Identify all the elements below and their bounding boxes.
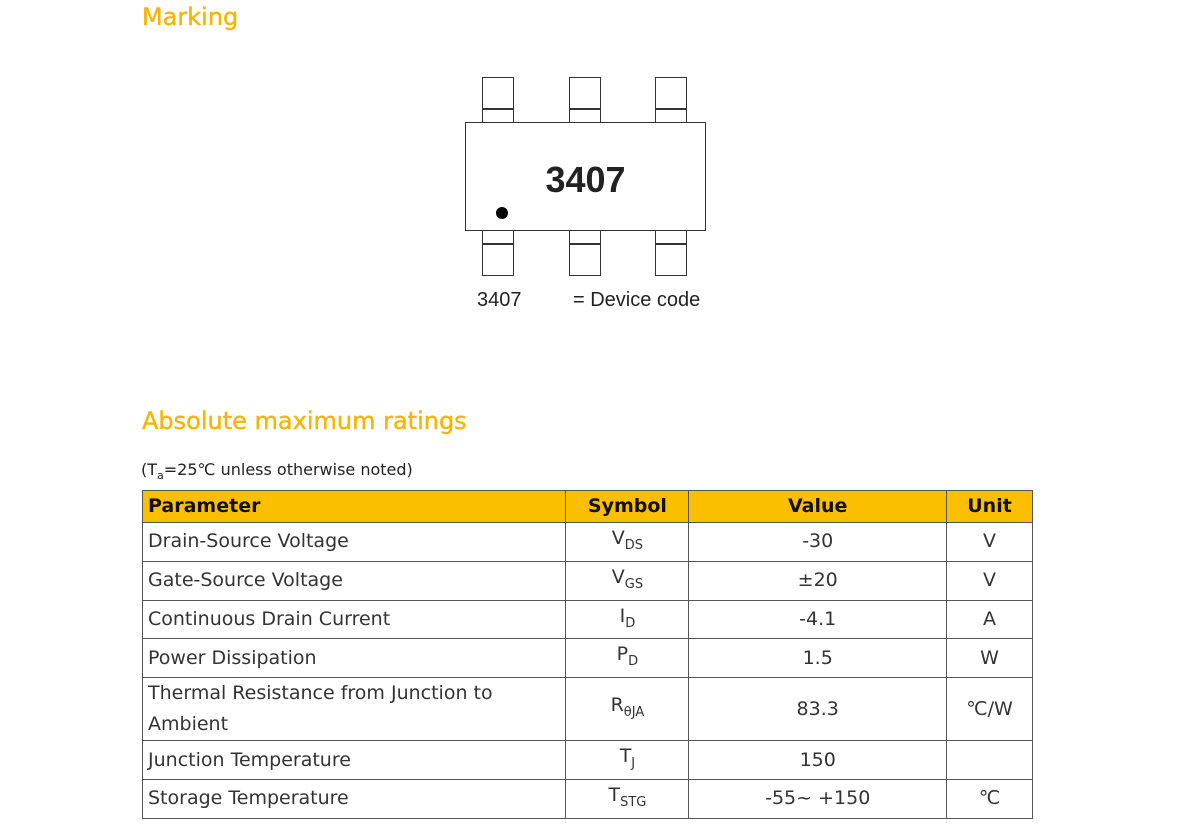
pin1-indicator-dot — [496, 207, 508, 219]
cell-value: ±20 — [689, 561, 947, 600]
cell-symbol: $T_{STG}$ — [566, 779, 689, 818]
table-header-row — [143, 491, 1033, 523]
note-subscript: a — [157, 469, 164, 483]
cell-unit: V — [947, 561, 1033, 600]
legend-description: = Device code — [573, 289, 701, 311]
cell-unit: A — [947, 600, 1033, 639]
package-pin — [655, 77, 687, 123]
table-row — [143, 678, 1033, 741]
header-parameter: Parameter — [143, 491, 566, 523]
cell-parameter: Junction Temperature — [143, 741, 566, 780]
header-symbol: Symbol — [566, 491, 689, 523]
cell-symbol: $T_J$ — [566, 741, 689, 780]
cell-unit — [947, 741, 1033, 780]
device-code-marking: 3407 — [545, 159, 626, 200]
cell-unit: V — [947, 523, 1033, 562]
legend-code: 3407 — [477, 289, 522, 311]
cell-symbol: $R_{\theta JA}$ — [566, 678, 689, 741]
cell-parameter: Storage Temperature — [143, 779, 566, 818]
cell-parameter: Continuous Drain Current — [143, 600, 566, 639]
cell-value: 1.5 — [689, 639, 947, 678]
package-pin — [482, 230, 514, 276]
marking-heading: Marking — [142, 3, 239, 31]
cell-symbol: $V_{DS}$ — [566, 523, 689, 562]
table-row — [143, 523, 1033, 562]
table-row — [143, 561, 1033, 600]
table-row — [143, 639, 1033, 678]
cell-parameter: Gate-Source Voltage — [143, 561, 566, 600]
cell-value: -4.1 — [689, 600, 947, 639]
package-pin — [569, 230, 601, 276]
cell-symbol: $I_D$ — [566, 600, 689, 639]
table-row — [143, 779, 1033, 818]
conditions-note — [141, 460, 413, 482]
note-suffix: =25℃ unless otherwise noted) — [163, 460, 413, 479]
ratings-heading: Absolute maximum ratings — [142, 407, 467, 435]
cell-value: -55~ +150 — [689, 779, 947, 818]
cell-unit: W — [947, 639, 1033, 678]
cell-value: 150 — [689, 741, 947, 780]
note-prefix: (T — [141, 460, 158, 479]
cell-symbol: $P_D$ — [566, 639, 689, 678]
ratings-table — [142, 490, 1033, 819]
cell-parameter: Drain-Source Voltage — [143, 523, 566, 562]
table-row — [143, 741, 1033, 780]
package-pin — [482, 77, 514, 123]
table-row — [143, 600, 1033, 639]
cell-symbol: $V_{GS}$ — [566, 561, 689, 600]
package-pin — [655, 230, 687, 276]
cell-value: -30 — [689, 523, 947, 562]
cell-parameter: Thermal Resistance from Junction to Ambient — [143, 678, 566, 741]
package-body — [465, 122, 706, 231]
header-unit: Unit — [947, 491, 1033, 523]
header-value: Value — [689, 491, 947, 523]
cell-unit: ℃/W — [947, 678, 1033, 741]
cell-value: 83.3 — [689, 678, 947, 741]
package-marking-diagram — [462, 72, 712, 282]
cell-unit: ℃ — [947, 779, 1033, 818]
cell-parameter: Power Dissipation — [143, 639, 566, 678]
package-pin — [569, 77, 601, 123]
